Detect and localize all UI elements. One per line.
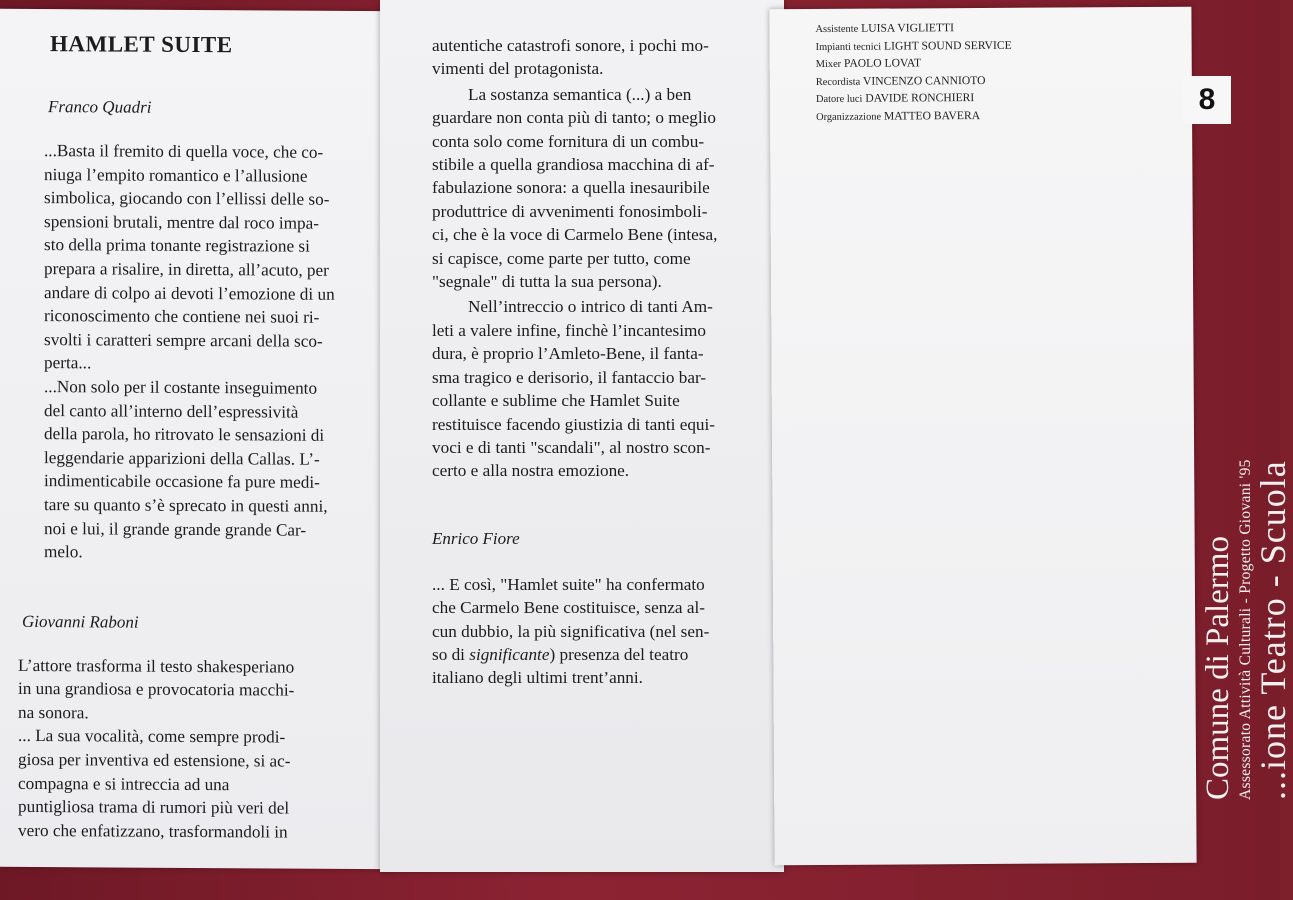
text-line: cun dubbio, la più significativa (nel sen- [432, 621, 710, 641]
text-line: della parola, ho ritrovato le sensazioni di [44, 424, 325, 445]
text-line: ... E così, "Hamlet suite" ha confermato [432, 574, 705, 594]
text-line: dura, è proprio l’Amleto-Bene, il fanta- [432, 344, 704, 364]
text-line: giosa per inventiva ed estensione, si ac- [18, 749, 291, 771]
text-line: compagna e si intreccia ad una [18, 773, 230, 794]
event-title-partial: ...ione Teatro - Scuola [1253, 460, 1293, 800]
quadri-quote-1 [44, 139, 364, 377]
organization-name: Comune di Palermo [1200, 536, 1236, 800]
text-line: indimenticabile occasione fa pure medi- [44, 471, 320, 493]
raboni-quote-2 [18, 724, 364, 844]
text-line: fabulazione sonora: a quella inesauribile [432, 178, 710, 198]
credit-name: PAOLO LOVAT [843, 56, 922, 70]
text-line: italiano degli ultimi trent’anni. [432, 668, 643, 688]
author-giovanni-raboni: Giovanni Raboni [22, 611, 139, 632]
text-segment: so di [432, 644, 470, 664]
text-line [432, 643, 754, 666]
credit-item [816, 54, 1172, 74]
text-line: perta... [44, 353, 92, 373]
text-line: La sostanza semantica (...) a ben [468, 84, 692, 104]
credit-role: Impianti tecnici [815, 41, 882, 53]
credit-name: DAVIDE RONCHIERI [865, 91, 975, 105]
text-line: autentiche catastrofi sonore, i pochi mo- [432, 36, 709, 55]
text-line: ... La sua vocalità, come sempre prodi- [18, 726, 286, 748]
credit-item [815, 19, 1171, 39]
credits-list [815, 19, 1172, 126]
text-line: Nell’intreccio o intrico di tanti Am- [468, 297, 713, 317]
raboni-quote-continued [432, 34, 754, 81]
credit-role: Datore luci [815, 93, 863, 106]
credit-item [816, 89, 1172, 109]
text-line: leti a valere infine, finchè l’incantesimo [432, 320, 706, 340]
brochure-panel-left [0, 9, 392, 869]
credit-role: Recordista [815, 76, 861, 88]
text-line: melo. [44, 542, 83, 562]
author-enrico-fiore: Enrico Fiore [432, 528, 520, 548]
credit-name: LIGHT SOUND SERVICE [883, 38, 1012, 53]
author-franco-quadri: Franco Quadri [48, 97, 152, 117]
text-segment: ) presenza del teatro [549, 644, 689, 664]
document-title: HAMLET SUITE [50, 31, 233, 58]
text-line: simbolica, giocando con l’ellissi delle so- [44, 188, 330, 210]
text-line: spensioni brutali, mentre dal roco impa- [44, 211, 319, 233]
department-name: Assessorato Attività Culturali - Progetto Giovani '95 [1237, 459, 1254, 800]
text-line: del canto all’interno dell’espressività [44, 400, 299, 422]
text-line: vero che enfatizzano, trasformandoli in [18, 820, 288, 842]
text-line: prepara a risalire, in diretta, all’acuto, per [44, 259, 329, 280]
text-line: noi e lui, il grande grande grande Car- [44, 518, 307, 540]
text-line: si capisce, come parte per tutto, come [432, 248, 691, 268]
text-line: na sonora. [18, 702, 89, 723]
text-line: "segnale" di tutta la sua persona). [432, 272, 662, 292]
cover-vertical-title [1200, 270, 1293, 800]
raboni-quote-4 [432, 295, 754, 482]
text-line: conta solo come fornitura di un combu- [432, 131, 705, 151]
text-line: riconoscimento che contiene nei suoi ri- [44, 306, 320, 327]
credit-role: Organizzazione [816, 111, 882, 123]
text-line: restituisce facendo giustizia di tanti equi- [432, 414, 716, 434]
credit-role: Assistente [815, 23, 859, 36]
text-line: vimenti del protagonista. [432, 59, 604, 79]
text-line: leggendarie apparizioni della Callas. L’- [44, 447, 320, 469]
text-line: tare su quanto s’è sprecato in questi anni, [44, 494, 328, 516]
text-line: andare di colpo ai devoti l’emozione di un [44, 282, 335, 304]
text-line: certo e alla nostra emozione. [432, 461, 630, 481]
text-line: voci e di tanti "scandali", al nostro scon- [432, 437, 711, 457]
brochure-panel-right [769, 7, 1196, 866]
text-line: L’attore trasforma il testo shakesperiano [18, 655, 295, 677]
page-number-badge: 8 [1183, 76, 1231, 124]
credit-name: VINCENZO CANNIOTO [862, 73, 986, 88]
text-line: guardare non conta più di tanto; o meglio [432, 108, 716, 128]
text-line: svolti i caratteri sempre arcani della sco- [44, 329, 323, 351]
text-line: sto della prima tonante registrazione si [44, 235, 310, 257]
credit-name: MATTEO BAVERA [883, 108, 981, 123]
emphasis-significante: significante [469, 644, 550, 664]
text-line: sma tragico e derisorio, il fantaccio bar- [432, 367, 707, 387]
text-line: ...Non solo per il costante inseguimento [44, 377, 318, 398]
fiore-quote [432, 573, 754, 690]
text-line: niuga l’empito romantico e l’allusione [44, 164, 308, 186]
text-line: che Carmelo Bene costituisce, senza al- [432, 598, 705, 618]
credit-item [816, 106, 1172, 126]
raboni-quote-3 [432, 83, 754, 294]
brochure-panel-middle [380, 0, 784, 872]
text-line: in una grandiosa e provocatoria macchi- [18, 679, 295, 700]
text-line: puntigliosa trama di rumori più veri del [18, 797, 290, 818]
credit-name: LUISA VIGLIETTI [861, 21, 955, 35]
credit-role: Mixer [815, 58, 842, 71]
credit-item [816, 36, 1172, 56]
text-line: stibile a quella grandiosa macchina di af- [432, 155, 715, 175]
text-line: collante e sublime che Hamlet Suite [432, 391, 680, 411]
text-line: produttrice di avvenimenti fonosimboli- [432, 201, 708, 221]
quadri-quote-2 [44, 375, 364, 566]
raboni-quote-1 [18, 654, 364, 727]
credit-item [816, 71, 1172, 91]
text-line: ci, che è la voce di Carmelo Bene (intesa, [432, 225, 718, 245]
text-line: ...Basta il fremito di quella voce, che co- [44, 141, 324, 162]
